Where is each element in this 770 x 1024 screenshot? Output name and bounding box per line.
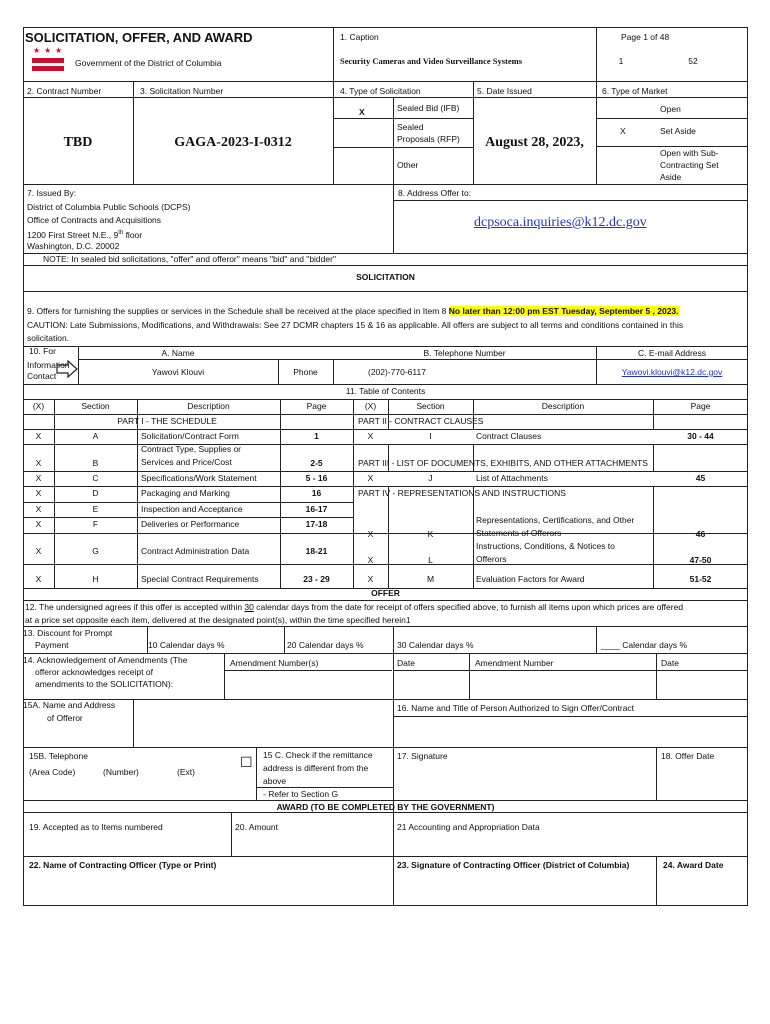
toc-row-page: 46 — [695, 529, 706, 539]
contact-phone-type: Phone — [293, 367, 318, 377]
rule — [333, 147, 473, 148]
discount-10-days: 10 Calendar days % — [148, 640, 225, 650]
toc-row-page: 16 — [311, 488, 322, 498]
toc-row-mark: X — [35, 519, 42, 529]
rule — [23, 346, 748, 347]
rule — [133, 81, 134, 185]
rule — [393, 97, 394, 185]
rule — [224, 670, 392, 671]
discount-label-1: 13. Discount for Prompt — [23, 628, 113, 638]
open-subcontracting-label-1: Open with Sub- — [660, 148, 719, 158]
toc-row-description: Inspection and Acceptance — [141, 504, 243, 514]
contracting-officer-signature-label: 23. Signature of Contracting Officer (District of Columbia) — [397, 860, 630, 870]
address-offer-email[interactable]: dcpsoca.inquiries@k12.dc.gov — [474, 215, 647, 230]
amount-label: 20. Amount — [235, 822, 279, 832]
issued-by-line-3-a: 1200 First Street N.E., 9 — [27, 229, 119, 240]
rule — [333, 359, 334, 384]
toc-row-section: H — [92, 574, 99, 584]
toc-row-page: 16-17 — [305, 504, 328, 514]
item-12-b: calendar days from the date for receipt of offers specified above, to furnish all items upon which prices are offered — [253, 602, 684, 612]
rule — [23, 502, 353, 503]
acknowledgement-label-3: amendments to the SOLICITATION): — [35, 679, 174, 689]
toc-row-section: F — [92, 519, 99, 529]
toc-row-mark: X — [367, 555, 374, 565]
rule — [393, 670, 748, 671]
issued-by-line-2: Office of Contracts and Acquisitions — [27, 215, 162, 225]
ext-label: (Ext) — [177, 767, 195, 777]
rule — [596, 626, 597, 653]
rule — [23, 699, 748, 700]
rule — [23, 626, 748, 627]
solicitation-form — [23, 27, 748, 906]
caution-line-1: CAUTION: Late Submissions, Modifications, and Withdrawals: See 27 DCMR chapters 15 & 16 as applicable. All offers are subject to all terms and conditions contained in this — [27, 320, 684, 330]
discount-20-days: 20 Calendar days % — [287, 640, 364, 650]
toc-col-description-left: Description — [187, 401, 230, 411]
issued-by-line-4: Washington, D.C. 20002 — [27, 241, 120, 251]
toc-row-page: 5 - 16 — [305, 473, 328, 483]
amendment-number-label: Amendment Number(s) — [230, 658, 319, 668]
issued-by-line-3 — [27, 228, 142, 241]
toc-row-description: Solicitation/Contract Form — [141, 431, 239, 441]
set-aside-mark: X — [620, 126, 626, 136]
rule — [23, 291, 748, 292]
toc-row-description: Services and Price/Cost — [141, 457, 232, 467]
contact-name-value: Yawovi Klouvi — [151, 367, 205, 377]
toc-col-x-right: (X) — [364, 401, 377, 411]
toc-row-section: K — [427, 529, 434, 539]
acknowledgement-label-1: 14. Acknowledgement of Amendments (The — [23, 655, 188, 665]
rule — [656, 856, 657, 906]
info-contact-label-2: Information — [27, 360, 70, 370]
toc-row-mark: X — [367, 431, 374, 441]
toc-col-section-right: Section — [416, 401, 445, 411]
rule — [393, 184, 394, 254]
rule — [23, 856, 748, 857]
toc-row-section: I — [429, 431, 432, 441]
toc-row-page: 45 — [695, 473, 706, 483]
contact-email-value[interactable]: Yawovi.klouvi@k12.dc.gov — [621, 367, 723, 377]
signature-label: 17. Signature — [397, 751, 448, 761]
sealed-bid-mark: X — [359, 107, 365, 117]
amendment-date-label: Date — [397, 658, 415, 668]
toc-row-mark: X — [35, 546, 42, 556]
acknowledgement-label-2: offeror acknowledges receipt of — [35, 667, 153, 677]
toc-row-description: Specifications/Work Statement — [141, 473, 257, 483]
toc-part-3: PART III - LIST OF DOCUMENTS, EXHIBITS, AND OTHER ATTACHMENTS — [358, 458, 648, 468]
item-12-a: 12. The undersigned agrees if this offer is accepted within — [25, 602, 245, 612]
rule — [393, 626, 394, 906]
toc-part-1: PART I - THE SCHEDULE — [117, 416, 217, 426]
rule — [23, 486, 748, 487]
toc-row-page: 17-18 — [305, 519, 328, 529]
rule — [473, 81, 474, 185]
rule — [393, 200, 748, 201]
other-label: Other — [397, 160, 419, 170]
offeror-name-address-label-2: of Offeror — [47, 713, 83, 723]
open-subcontracting-label-3: Aside — [660, 172, 682, 182]
toc-row-mark: X — [367, 574, 374, 584]
rule — [284, 626, 285, 653]
rule — [23, 81, 748, 82]
caution-line-2: solicitation. — [27, 333, 70, 343]
contract-number-label: 2. Contract Number — [27, 86, 102, 96]
number-label: (Number) — [103, 767, 139, 777]
toc-row-mark: X — [35, 431, 42, 441]
open-subcontracting-label-2: Contracting Set — [660, 160, 719, 170]
rule — [78, 359, 748, 360]
open-label: Open — [660, 104, 681, 114]
rule — [23, 800, 748, 801]
remittance-label-2: address is different from the — [263, 763, 369, 773]
address-offer-label: 8. Address Offer to: — [398, 188, 472, 198]
rule — [656, 653, 657, 699]
toc-row-section: M — [426, 574, 435, 584]
arrow-right-icon — [56, 360, 78, 378]
rule — [333, 118, 473, 119]
toc-row-mark: X — [35, 574, 42, 584]
toc-row-section: C — [92, 473, 99, 483]
accounting-label: 21 Accounting and Appropriation Data — [397, 822, 540, 832]
rule — [23, 905, 748, 906]
rule — [653, 444, 654, 471]
rule — [23, 747, 748, 748]
amendment-number-label-2: Amendment Number — [475, 658, 554, 668]
remittance-label-3: above — [263, 776, 287, 786]
sealed-proposals-label-1: Sealed — [397, 122, 424, 132]
page-count-b: 52 — [688, 56, 698, 66]
sealed-proposals-label-2: Proposals (RFP) — [397, 134, 460, 144]
type-of-solicitation-label: 4. Type of Solicitation — [340, 86, 421, 96]
info-contact-label-1: 10. For — [29, 346, 56, 356]
award-heading: AWARD (TO BE COMPLETED BY THE GOVERNMENT) — [276, 802, 495, 812]
rule — [596, 146, 748, 147]
rule — [133, 699, 134, 747]
item-12-line-2: at a price set opposite each item, delivered at the designated point(s), within the time specified herein1 — [25, 615, 411, 625]
toc-col-section-left: Section — [81, 401, 110, 411]
rule — [256, 787, 393, 788]
toc-col-description-right: Description — [541, 401, 585, 411]
toc-row-page: 51-52 — [689, 574, 712, 584]
rule — [596, 118, 748, 119]
dc-flag-icon: ★ ★ ★ — [32, 47, 64, 73]
toc-row-page: 2-5 — [310, 458, 323, 468]
rule — [596, 27, 597, 185]
rule — [333, 27, 334, 185]
toc-heading: 11. Table of Contents — [345, 386, 426, 396]
remittance-label-1: 15 C. Check if the remittance — [263, 750, 373, 760]
item-12-days: 30 — [244, 602, 254, 612]
government-name: Government of the District of Columbia — [75, 58, 222, 68]
discount-other-days: ____ Calendar days % — [601, 640, 688, 650]
page-count-a: 1 — [618, 56, 624, 66]
solicitation-number-value: GAGA-2023-I-0312 — [174, 135, 292, 150]
toc-row-page: 30 - 44 — [687, 431, 714, 441]
rule — [23, 429, 748, 430]
rule — [23, 517, 353, 518]
caption-value: Security Cameras and Video Surveillance Systems — [340, 56, 523, 66]
toc-row-description: Contract Clauses — [476, 431, 542, 441]
rule — [23, 600, 748, 601]
rule — [473, 486, 474, 589]
sealed-bid-note: NOTE: In sealed bid solicitations, "offer" and offeror" means "bid" and "bidder" — [43, 254, 336, 264]
toc-row-section: B — [92, 458, 99, 468]
toc-row-mark: X — [367, 529, 374, 539]
rule — [231, 812, 232, 856]
toc-row-mark: X — [35, 458, 42, 468]
rule — [224, 653, 225, 699]
contact-name-label: A. Name — [161, 348, 195, 358]
info-contact-label-3: Contact — [27, 371, 57, 381]
contact-email-label: C. E-mail Address — [637, 348, 707, 358]
remittance-checkbox[interactable]: ☐ — [240, 754, 253, 770]
toc-row-description: Statements of Offerors — [476, 528, 562, 538]
toc-row-description: Instructions, Conditions, & Notices to — [476, 541, 615, 551]
item-9-deadline: No later than 12:00 pm EST Tuesday, September 5 , 2023. — [448, 306, 679, 316]
area-code-label: (Area Code) — [29, 767, 76, 777]
discount-30-days: 30 Calendar days % — [397, 640, 474, 650]
solicitation-heading: SOLICITATION — [356, 272, 415, 282]
toc-row-section: L — [428, 555, 433, 565]
toc-row-description: Contract Type, Supplies or — [141, 444, 242, 454]
toc-row-mark: X — [35, 473, 42, 483]
toc-row-mark: X — [367, 473, 374, 483]
accepted-items-label: 19. Accepted as to Items numbered — [29, 822, 163, 832]
rule — [23, 444, 748, 445]
rule — [23, 27, 748, 28]
toc-row-page: 1 — [314, 431, 319, 441]
toc-row-section: E — [92, 504, 99, 514]
toc-col-page-left: Page — [306, 401, 327, 411]
authorized-signer-label: 16. Name and Title of Person Authorized to Sign Offer/Contract — [397, 703, 635, 713]
toc-row-description: Representations, Certifications, and Other — [476, 515, 635, 525]
date-issued-label: 5. Date Issued — [477, 86, 532, 96]
toc-row-description: Evaluation Factors for Award — [476, 574, 585, 584]
issued-by-line-3-b: floor — [123, 229, 143, 240]
offer-date-label: 18. Offer Date — [661, 751, 715, 761]
date-issued-value: August 28, 2023, — [485, 135, 584, 150]
toc-row-page: 23 - 29 — [303, 574, 330, 584]
rule — [23, 414, 748, 415]
remittance-label-4: - Refer to Section G — [263, 789, 339, 799]
toc-row-page: 47-50 — [689, 555, 712, 565]
contact-phone-label: B. Telephone Number — [423, 348, 506, 358]
offeror-name-address-label-1: 15A. Name and Address — [23, 700, 116, 710]
rule — [393, 716, 748, 717]
form-title: SOLICITATION, OFFER, AND AWARD — [25, 30, 253, 45]
issued-by-line-1: District of Columbia Public Schools (DCPS) — [27, 202, 191, 212]
contracting-officer-name-label: 22. Name of Contracting Officer (Type or Print) — [29, 860, 217, 870]
offer-heading: OFFER — [371, 588, 400, 598]
rule — [23, 265, 748, 266]
rule — [469, 653, 470, 699]
issued-by-label: 7. Issued By: — [27, 188, 77, 198]
toc-part-2: PART II - CONTRACT CLAUSES — [358, 416, 484, 426]
rule — [23, 653, 748, 654]
toc-row-section: D — [92, 488, 99, 498]
toc-row-page: 18-21 — [305, 546, 328, 556]
caption-label: 1. Caption — [340, 32, 379, 42]
item-12-line-1 — [25, 602, 683, 613]
award-date-label: 24. Award Date — [663, 860, 724, 870]
page-count: Page 1 of 48 — [621, 32, 670, 42]
toc-row-description: List of Attachments — [476, 473, 548, 483]
rule — [23, 184, 748, 185]
rule — [23, 399, 748, 400]
rule — [137, 399, 138, 589]
set-aside-label: Set Aside — [660, 126, 696, 136]
item-9-text — [27, 306, 679, 317]
solicitation-number-label: 3. Solicitation Number — [140, 86, 224, 96]
toc-row-description: Packaging and Marking — [141, 488, 230, 498]
toc-row-description: Special Contract Requirements — [141, 574, 259, 584]
discount-label-2: Payment — [35, 640, 69, 650]
contract-number-value: TBD — [63, 135, 93, 150]
rule — [656, 747, 657, 800]
issued-by-line-3-sup: th — [118, 230, 124, 236]
rule — [23, 97, 748, 98]
toc-part-4: PART IV - REPRESENTATIONS AND INSTRUCTIONS — [358, 488, 566, 498]
toc-row-section: A — [92, 431, 99, 441]
toc-row-section: J — [428, 473, 433, 483]
toc-row-description: Offerors — [476, 554, 507, 564]
toc-row-mark: X — [35, 504, 42, 514]
toc-row-section: G — [92, 546, 99, 556]
amendment-date-label-2: Date — [661, 658, 679, 668]
type-of-market-label: 6. Type of Market — [602, 86, 668, 96]
rule — [747, 27, 748, 906]
toc-col-x-left: (X) — [32, 401, 45, 411]
toc-col-page-right: Page — [690, 401, 711, 411]
item-9-body: 9. Offers for furnishing the supplies or services in the Schedule shall be received at the place specified in Item 8 — [27, 306, 447, 316]
toc-row-description: Deliveries or Performance — [141, 519, 240, 529]
contact-phone-value: (202)-770-6117 — [368, 367, 426, 377]
sealed-bid-label: Sealed Bid (IFB) — [397, 103, 460, 113]
toc-row-description: Contract Administration Data — [141, 546, 250, 556]
telephone-label: 15B. Telephone — [29, 751, 88, 761]
rule — [23, 384, 748, 385]
rule — [23, 471, 748, 472]
rule — [256, 747, 257, 800]
toc-row-mark: X — [35, 488, 42, 498]
